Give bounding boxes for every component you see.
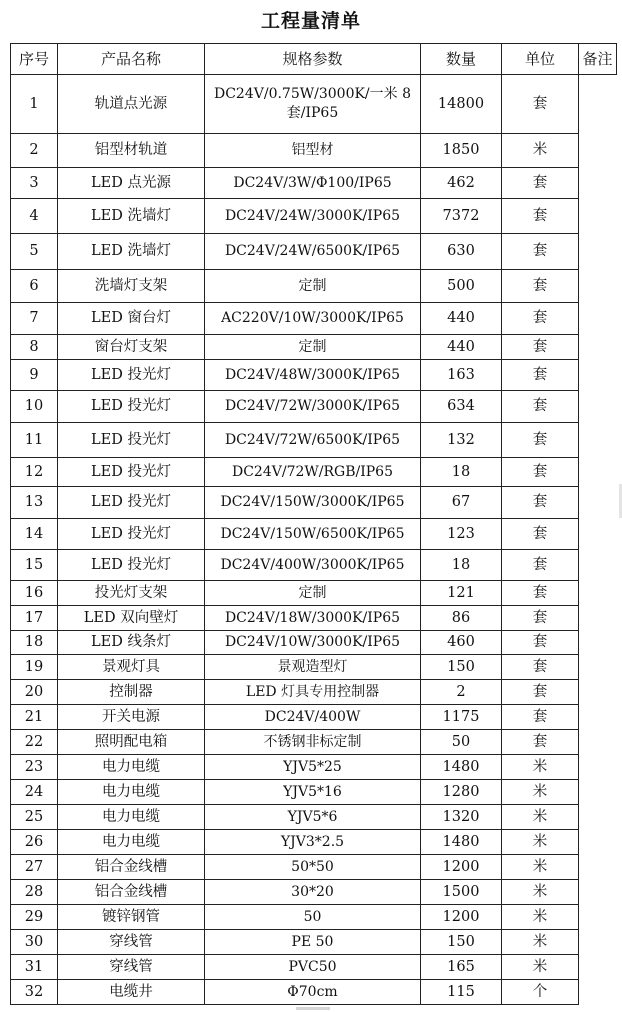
row-number-cell: 25 [11, 805, 58, 830]
row-number-cell: 8 [11, 335, 58, 360]
product-name-cell: 电力电缆 [58, 755, 205, 780]
product-name-cell: LED 线条灯 [58, 631, 205, 655]
quantity-cell: 460 [421, 631, 502, 655]
table-row [11, 391, 617, 423]
product-name-cell: 铝合金线槽 [58, 880, 205, 905]
row-number-cell: 17 [11, 606, 58, 631]
quantity-table [10, 43, 617, 1005]
unit-cell: 套 [502, 335, 579, 360]
product-name-cell: 穿线管 [58, 930, 205, 955]
quantity-cell: 1850 [421, 134, 502, 168]
product-name-cell: 轨道点光源 [58, 75, 205, 134]
unit-cell: 套 [502, 581, 579, 606]
spec-params-cell: LED 灯具专用控制器 [205, 680, 421, 705]
unit-cell: 套 [502, 550, 579, 581]
quantity-cell: 1200 [421, 905, 502, 930]
unit-cell: 套 [502, 360, 579, 391]
quantity-cell: 1175 [421, 705, 502, 730]
row-number-cell: 5 [11, 234, 58, 270]
table-row [11, 199, 617, 234]
quantity-cell: 86 [421, 606, 502, 631]
spec-params-cell: DC24V/72W/6500K/IP65 [205, 423, 421, 458]
spec-params-cell: YJV5*6 [205, 805, 421, 830]
row-number-cell: 13 [11, 487, 58, 519]
spec-params-cell: DC24V/150W/3000K/IP65 [205, 487, 421, 519]
spec-params-cell: Φ70cm [205, 980, 421, 1005]
quantity-cell: 1200 [421, 855, 502, 880]
row-number-cell: 7 [11, 303, 58, 335]
quantity-cell: 18 [421, 550, 502, 581]
header-name: 产品名称 [58, 44, 205, 75]
spec-params-cell: DC24V/48W/3000K/IP65 [205, 360, 421, 391]
table-row [11, 855, 617, 880]
header-qty: 数量 [421, 44, 502, 75]
row-number-cell: 24 [11, 780, 58, 805]
table-row [11, 234, 617, 270]
row-number-cell: 21 [11, 705, 58, 730]
table-row [11, 606, 617, 631]
quantity-cell: 500 [421, 270, 502, 303]
row-number-cell: 29 [11, 905, 58, 930]
table-row [11, 655, 617, 680]
unit-cell: 米 [502, 880, 579, 905]
unit-cell: 套 [502, 168, 579, 199]
quantity-cell: 440 [421, 303, 502, 335]
row-number-cell: 6 [11, 270, 58, 303]
table-header-row [11, 44, 617, 75]
row-number-cell: 20 [11, 680, 58, 705]
product-name-cell: 控制器 [58, 680, 205, 705]
product-name-cell: 景观灯具 [58, 655, 205, 680]
quantity-cell: 7372 [421, 199, 502, 234]
unit-cell: 套 [502, 487, 579, 519]
row-number-cell: 2 [11, 134, 58, 168]
product-name-cell: LED 点光源 [58, 168, 205, 199]
product-name-cell: LED 窗台灯 [58, 303, 205, 335]
quantity-cell: 630 [421, 234, 502, 270]
table-row [11, 980, 617, 1005]
spec-params-cell: DC24V/18W/3000K/IP65 [205, 606, 421, 631]
product-name-cell: LED 投光灯 [58, 550, 205, 581]
spec-params-cell: DC24V/72W/3000K/IP65 [205, 391, 421, 423]
quantity-cell: 115 [421, 980, 502, 1005]
product-name-cell: LED 投光灯 [58, 360, 205, 391]
table-row [11, 168, 617, 199]
table-row [11, 880, 617, 905]
row-number-cell: 22 [11, 730, 58, 755]
table-row [11, 519, 617, 550]
row-number-cell: 3 [11, 168, 58, 199]
table-row [11, 550, 617, 581]
row-number-cell: 26 [11, 830, 58, 855]
row-number-cell: 27 [11, 855, 58, 880]
unit-cell: 米 [502, 905, 579, 930]
table-row [11, 487, 617, 519]
header-spec: 规格参数 [205, 44, 421, 75]
row-number-cell: 31 [11, 955, 58, 980]
table-row [11, 134, 617, 168]
spec-params-cell: DC24V/24W/6500K/IP65 [205, 234, 421, 270]
row-number-cell: 30 [11, 930, 58, 955]
unit-cell: 套 [502, 199, 579, 234]
spec-params-cell: DC24V/3W/Φ100/IP65 [205, 168, 421, 199]
quantity-cell: 50 [421, 730, 502, 755]
quantity-cell: 123 [421, 519, 502, 550]
product-name-cell: 穿线管 [58, 955, 205, 980]
spec-params-cell: PVC50 [205, 955, 421, 980]
product-name-cell: 电缆井 [58, 980, 205, 1005]
row-number-cell: 12 [11, 458, 58, 487]
quantity-cell: 1320 [421, 805, 502, 830]
product-name-cell: 铝合金线槽 [58, 855, 205, 880]
unit-cell: 米 [502, 855, 579, 880]
unit-cell: 套 [502, 423, 579, 458]
product-name-cell: 窗台灯支架 [58, 335, 205, 360]
row-number-cell: 4 [11, 199, 58, 234]
spec-params-cell: 50 [205, 905, 421, 930]
quantity-cell: 150 [421, 930, 502, 955]
quantity-cell: 440 [421, 335, 502, 360]
product-name-cell: 电力电缆 [58, 830, 205, 855]
product-name-cell: 开关电源 [58, 705, 205, 730]
spec-params-cell: 景观造型灯 [205, 655, 421, 680]
table-row [11, 458, 617, 487]
quantity-cell: 462 [421, 168, 502, 199]
product-name-cell: 洗墙灯支架 [58, 270, 205, 303]
spec-params-cell: 50*50 [205, 855, 421, 880]
row-number-cell: 1 [11, 75, 58, 134]
spec-params-cell: YJV5*16 [205, 780, 421, 805]
quantity-cell: 1500 [421, 880, 502, 905]
header-no: 序号 [11, 44, 58, 75]
product-name-cell: LED 投光灯 [58, 391, 205, 423]
spec-params-cell: PE 50 [205, 930, 421, 955]
unit-cell: 套 [502, 391, 579, 423]
unit-cell: 套 [502, 270, 579, 303]
spec-params-cell: 不锈钢非标定制 [205, 730, 421, 755]
table-row [11, 780, 617, 805]
table-row [11, 270, 617, 303]
table-row [11, 705, 617, 730]
header-unit: 单位 [502, 44, 579, 75]
unit-cell: 米 [502, 755, 579, 780]
unit-cell: 米 [502, 830, 579, 855]
unit-cell: 套 [502, 730, 579, 755]
table-row [11, 303, 617, 335]
row-number-cell: 11 [11, 423, 58, 458]
table-row [11, 680, 617, 705]
unit-cell: 套 [502, 680, 579, 705]
quantity-cell: 67 [421, 487, 502, 519]
spec-params-cell: DC24V/150W/6500K/IP65 [205, 519, 421, 550]
spec-params-cell: 定制 [205, 270, 421, 303]
unit-cell: 套 [502, 303, 579, 335]
row-number-cell: 9 [11, 360, 58, 391]
spec-params-cell: DC24V/400W [205, 705, 421, 730]
unit-cell: 米 [502, 134, 579, 168]
spec-params-cell: 30*20 [205, 880, 421, 905]
quantity-cell: 1280 [421, 780, 502, 805]
unit-cell: 米 [502, 805, 579, 830]
table-row [11, 335, 617, 360]
table-row [11, 955, 617, 980]
row-number-cell: 28 [11, 880, 58, 905]
unit-cell: 套 [502, 519, 579, 550]
product-name-cell: LED 洗墙灯 [58, 199, 205, 234]
quantity-cell: 132 [421, 423, 502, 458]
spec-params-cell: 定制 [205, 581, 421, 606]
remark-column: 备注 [579, 44, 617, 75]
product-name-cell: 镀锌钢管 [58, 905, 205, 930]
page-footer-mark [296, 1007, 330, 1010]
quantity-cell: 18 [421, 458, 502, 487]
unit-cell: 米 [502, 780, 579, 805]
spec-params-cell: DC24V/24W/3000K/IP65 [205, 199, 421, 234]
spec-params-cell: DC24V/72W/RGB/IP65 [205, 458, 421, 487]
unit-cell: 套 [502, 631, 579, 655]
spec-params-cell: 定制 [205, 335, 421, 360]
row-number-cell: 23 [11, 755, 58, 780]
quantity-cell: 121 [421, 581, 502, 606]
unit-cell: 套 [502, 234, 579, 270]
spec-params-cell: DC24V/400W/3000K/IP65 [205, 550, 421, 581]
quantity-cell: 165 [421, 955, 502, 980]
row-number-cell: 14 [11, 519, 58, 550]
unit-cell: 套 [502, 75, 579, 134]
spec-params-cell: YJV3*2.5 [205, 830, 421, 855]
table-row [11, 423, 617, 458]
table-row [11, 930, 617, 955]
row-number-cell: 10 [11, 391, 58, 423]
quantity-cell: 1480 [421, 830, 502, 855]
product-name-cell: 电力电缆 [58, 780, 205, 805]
unit-cell: 套 [502, 655, 579, 680]
product-name-cell: LED 洗墙灯 [58, 234, 205, 270]
row-number-cell: 32 [11, 980, 58, 1005]
table-row [11, 360, 617, 391]
spec-params-cell: 铝型材 [205, 134, 421, 168]
table-row [11, 75, 617, 134]
row-number-cell: 15 [11, 550, 58, 581]
product-name-cell: LED 投光灯 [58, 519, 205, 550]
spec-params-cell: AC220V/10W/3000K/IP65 [205, 303, 421, 335]
row-number-cell: 18 [11, 631, 58, 655]
unit-cell: 个 [502, 980, 579, 1005]
page-title: 工程量清单 [260, 10, 361, 32]
product-name-cell: LED 投光灯 [58, 458, 205, 487]
unit-cell: 套 [502, 705, 579, 730]
unit-cell: 米 [502, 955, 579, 980]
product-name-cell: LED 投光灯 [58, 423, 205, 458]
row-number-cell: 16 [11, 581, 58, 606]
quantity-cell: 2 [421, 680, 502, 705]
table-row [11, 755, 617, 780]
table-row [11, 805, 617, 830]
product-name-cell: 投光灯支架 [58, 581, 205, 606]
table-row [11, 830, 617, 855]
product-name-cell: 电力电缆 [58, 805, 205, 830]
quantity-cell: 14800 [421, 75, 502, 134]
spec-params-cell: YJV5*25 [205, 755, 421, 780]
row-number-cell: 19 [11, 655, 58, 680]
product-name-cell: LED 投光灯 [58, 487, 205, 519]
table-row [11, 631, 617, 655]
product-name-cell: 铝型材轨道 [58, 134, 205, 168]
quantity-cell: 163 [421, 360, 502, 391]
unit-cell: 米 [502, 930, 579, 955]
product-name-cell: 照明配电箱 [58, 730, 205, 755]
unit-cell: 套 [502, 458, 579, 487]
spec-params-cell: DC24V/10W/3000K/IP65 [205, 631, 421, 655]
table-row [11, 905, 617, 930]
table-row [11, 730, 617, 755]
quantity-cell: 634 [421, 391, 502, 423]
quantity-cell: 1480 [421, 755, 502, 780]
table-row [11, 581, 617, 606]
unit-cell: 套 [502, 606, 579, 631]
spec-params-cell: DC24V/0.75W/3000K/一米 8套/IP65 [205, 75, 421, 134]
product-name-cell: LED 双向壁灯 [58, 606, 205, 631]
quantity-cell: 150 [421, 655, 502, 680]
